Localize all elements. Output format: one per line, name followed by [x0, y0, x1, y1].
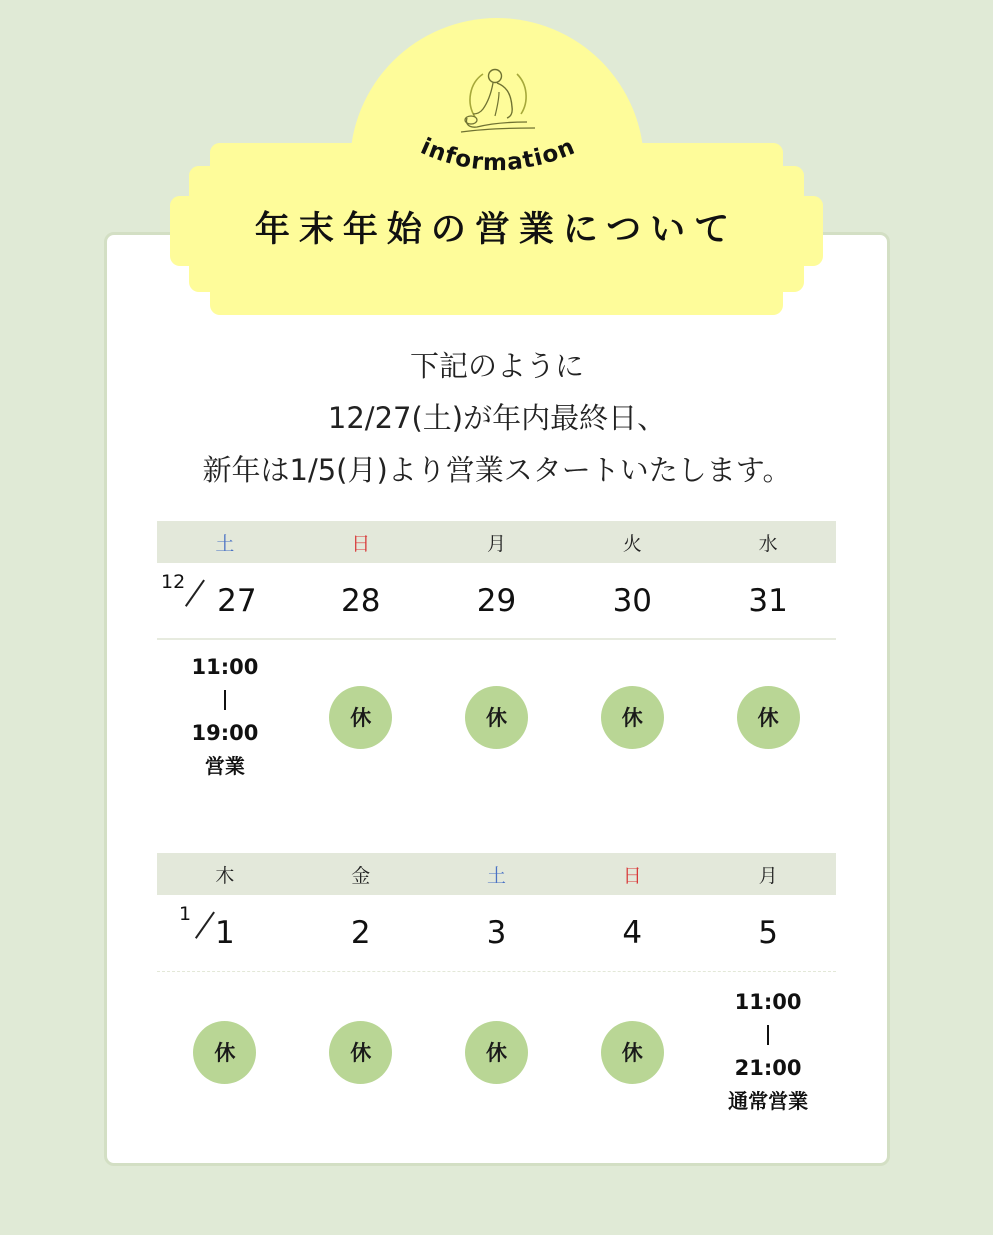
weekday-cell: 木	[215, 864, 235, 887]
intro-text	[104, 340, 890, 496]
date-cell: 3	[486, 915, 507, 951]
weekday-cell: 土	[486, 864, 506, 887]
date-cell: 2	[350, 915, 371, 951]
status-cell	[564, 1021, 700, 1084]
status-cell	[429, 652, 565, 782]
open-label: 通常営業	[728, 1089, 809, 1113]
month-slash	[195, 911, 215, 938]
status-cell	[293, 652, 429, 782]
hours-separator	[767, 1025, 770, 1045]
month-label: 12	[161, 570, 186, 593]
intro-line: 新年は1/5(月)より営業スタートいたします。	[202, 453, 792, 487]
status-cell	[564, 652, 700, 782]
weekday-cell: 火	[622, 532, 642, 555]
open-label: 営業	[204, 754, 245, 778]
date-cell: 1 1	[179, 903, 235, 951]
closed-badge: 休	[329, 1021, 392, 1084]
schedule-table-january	[157, 853, 836, 1132]
weekday-cell: 日	[622, 864, 642, 887]
business-hours: 11:00 21:00 通常営業	[728, 986, 808, 1118]
weekday-cell: 月	[758, 864, 778, 887]
status-cell	[157, 1021, 293, 1084]
closed-badge: 休	[737, 686, 800, 749]
svg-text:information: information	[416, 133, 580, 177]
date-cell: 12 27	[161, 570, 257, 619]
closed-badge: 休	[465, 1021, 528, 1084]
status-row	[157, 640, 836, 790]
weekday-cell: 金	[351, 864, 371, 887]
closed-badge: 休	[601, 686, 664, 749]
status-cell	[700, 652, 836, 782]
hours-separator	[224, 690, 227, 710]
date-cell: 29	[476, 582, 517, 619]
weekday-header-row	[157, 853, 836, 895]
weekday-cell: 日	[351, 532, 371, 555]
weekday-header-row	[157, 521, 836, 563]
weekday-cell: 月	[486, 532, 506, 555]
status-row	[157, 972, 836, 1132]
information-label	[405, 128, 590, 188]
status-cell	[700, 986, 836, 1118]
closed-badge: 休	[601, 1021, 664, 1084]
schedule-table-december	[157, 521, 836, 790]
intro-line: 12/27(土)が年内最終日、	[327, 401, 667, 435]
date-cell: 5	[758, 915, 778, 951]
date-row	[157, 895, 836, 972]
status-cell	[293, 1021, 429, 1084]
date-cell: 30	[612, 582, 653, 619]
business-hours: 11:00 19:00 営業	[191, 651, 258, 783]
month-label: 1	[179, 903, 192, 925]
weekday-cell: 水	[758, 532, 778, 555]
closed-badge: 休	[193, 1021, 256, 1084]
page-title: 年末年始の営業について	[254, 210, 739, 250]
date-cell: 31	[748, 582, 788, 619]
status-cell	[157, 652, 293, 782]
date-cell: 4	[622, 915, 643, 951]
closed-badge: 休	[465, 686, 528, 749]
closed-badge: 休	[329, 686, 392, 749]
intro-line: 下記のように	[409, 349, 584, 383]
date-row	[157, 563, 836, 640]
date-cell: 28	[340, 582, 381, 619]
weekday-cell: 土	[215, 532, 235, 555]
status-cell	[429, 1021, 565, 1084]
